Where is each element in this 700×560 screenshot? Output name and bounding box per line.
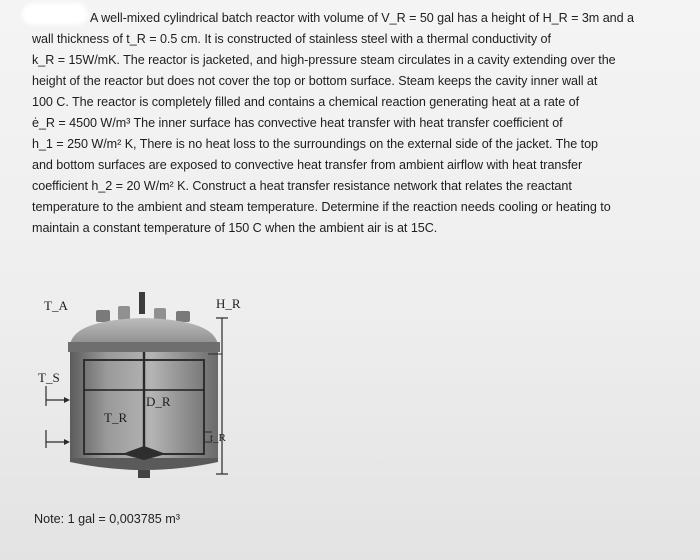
problem-line: ė_R = 4500 W/m³ The inner surface has convective heat transfer with heat transfer coefficient of	[32, 116, 563, 130]
lid-flange	[68, 342, 220, 352]
problem-line: and bottom surfaces are exposed to convective heat transfer from ambient airflow with heat transfer	[32, 158, 583, 172]
steam-arrows	[46, 386, 70, 448]
problem-line: coefficient h_2 = 20 W/m² K. Construct a heat transfer resistance network that relates the reactant	[32, 179, 572, 193]
problem-line: A well-mixed cylindrical batch reactor with volume of V_R = 50 gal has a height of H_R = 3m and a	[90, 11, 634, 25]
reactor-illustration	[26, 282, 256, 502]
problem-line: height of the reactor but does not cover the top or bottom surface. Steam keeps the cavity inner wall at	[32, 74, 598, 88]
height-label: H_R	[216, 296, 241, 311]
diameter-label: D_R	[146, 394, 171, 409]
problem-line: wall thickness of t_R = 0.5 cm. It is constructed of stainless steel with a thermal conductivity of	[32, 32, 551, 46]
unit-note: Note: 1 gal = 0,003785 m³	[34, 512, 180, 526]
reactor-figure	[26, 282, 256, 502]
thickness-label: t_R	[210, 432, 226, 444]
bottom-outlet	[138, 470, 150, 478]
ambient-temp-label: T_A	[44, 298, 68, 313]
problem-line: h_1 = 250 W/m² K, There is no heat loss to the surroundings on the external side of the jacket. The top	[32, 137, 598, 151]
problem-line: temperature to the ambient and steam temperature. Determine if the reaction needs cooling or heating to	[32, 200, 611, 214]
problem-line: maintain a constant temperature of 150 C when the ambient air is at 15C.	[32, 221, 438, 235]
steam-temp-label: T_S	[38, 370, 60, 385]
problem-statement	[32, 8, 682, 239]
problem-line: 100 C. The reactor is completely filled and contains a chemical reaction generating heat at a rate of	[32, 95, 580, 109]
reactor-temp-label: T_R	[104, 410, 128, 425]
top-fittings	[96, 292, 190, 322]
problem-line: k_R = 15W/mK. The reactor is jacketed, and high-pressure steam circulates in a cavity extending over the	[32, 53, 616, 67]
reactor-lid	[70, 318, 218, 346]
